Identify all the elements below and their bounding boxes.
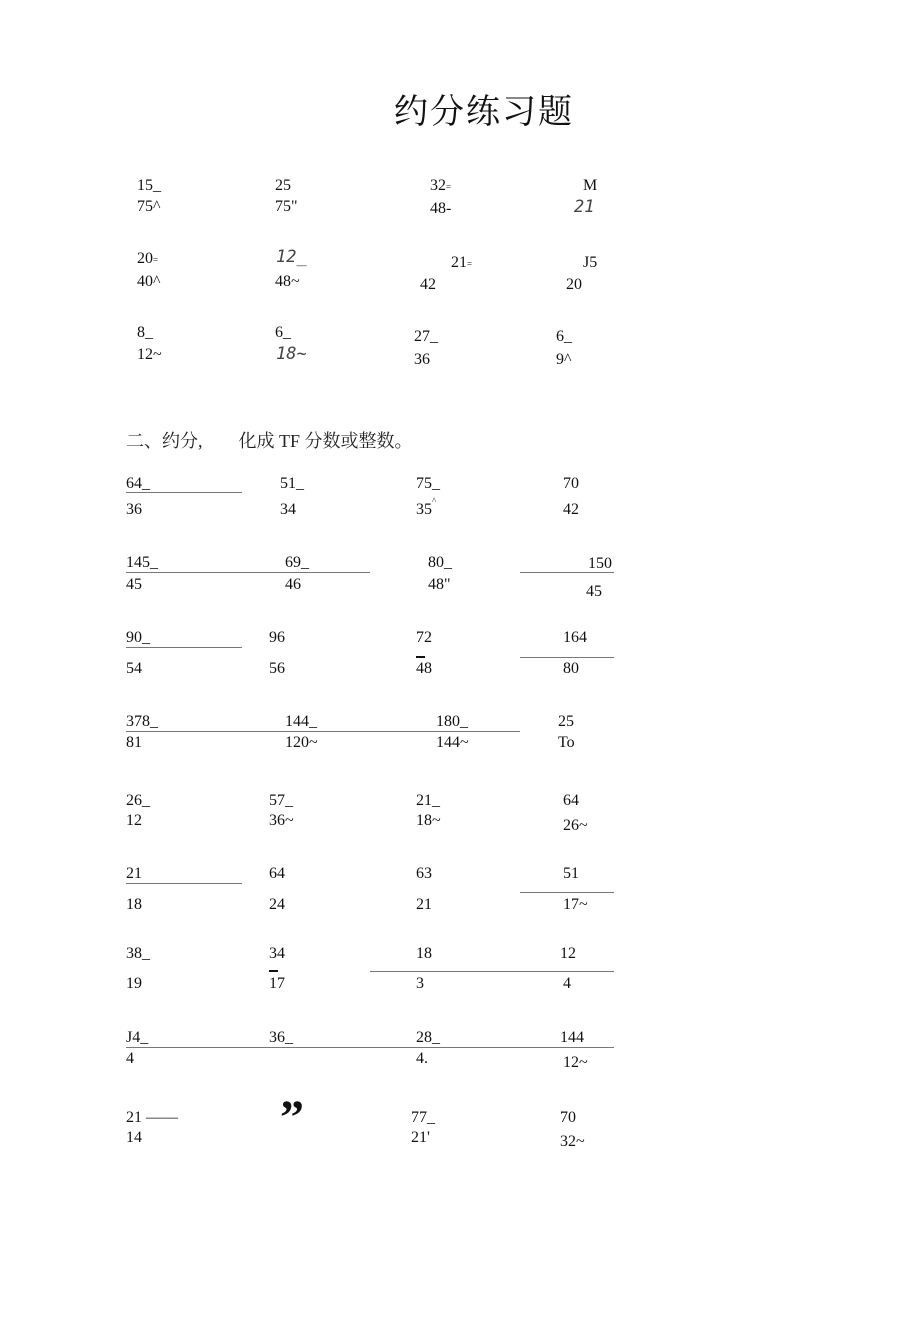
fraction-numerator: 12_ [276,247,307,267]
fraction-numerator: 150 [588,555,612,572]
fraction-denominator: 18~ [416,812,441,829]
page-title: 约分练习题 [394,94,574,131]
fraction-denominator: 54 [126,660,142,677]
fraction-denominator: 21' [411,1129,430,1146]
fraction-denominator: 144~ [436,734,469,751]
fraction-numerator: 180_ [436,713,468,730]
fraction-denominator: 75^ [137,198,161,215]
fraction-denominator: 36 [126,501,142,518]
fraction-numerator: 96 [269,629,285,646]
fraction-numerator-group [430,177,451,196]
fraction-line [126,883,242,884]
fraction-denominator: 4. [416,1050,428,1067]
fraction-denominator: 26~ [563,817,588,834]
fraction-numerator: 77_ [411,1109,435,1126]
fraction-denominator: 80 [563,660,579,677]
fraction-numerator: 144_ [285,713,317,730]
fraction-numerator-group [137,250,158,269]
fraction-mark: = [446,182,452,192]
fraction-numerator: 90_ [126,629,150,646]
fraction-line [126,647,242,648]
fraction-numerator: 70 [560,1109,576,1126]
fraction-numerator: 18 [416,945,432,962]
fraction-denominator: 19 [126,975,142,992]
fraction-denominator: 21 [416,896,432,913]
fraction-denominator: 81 [126,734,142,751]
fraction-denominator: 36~ [269,812,294,829]
fraction-numerator: 63 [416,865,432,882]
fraction-numerator: 8_ [137,324,153,341]
fraction-numerator: 6_ [275,324,291,341]
fraction-line [370,971,614,972]
fraction-numerator: 57_ [269,792,293,809]
fraction-numerator: J5 [583,254,598,271]
fraction-line [269,970,278,972]
fraction-denominator: 34 [280,501,296,518]
fraction-denominator: 40^ [137,273,161,290]
fraction-denominator: 42 [420,276,436,293]
fraction-mark: = [467,259,473,269]
fraction-numerator: 21 [126,865,142,882]
fraction-line [126,492,242,493]
fraction-denominator: 12~ [563,1054,588,1071]
fraction-line [126,1047,614,1048]
fraction-numerator: 69_ [285,554,309,571]
fraction-numerator: 145_ [126,554,158,571]
fraction-mark: ^ [432,496,437,506]
fraction-numerator: 6_ [556,328,572,345]
fraction-denominator: 45 [126,576,142,593]
fraction-numerator: M [583,177,598,194]
fraction-numerator-group [451,254,472,273]
fraction-denominator: 48- [430,200,452,217]
fraction-denominator: 12~ [137,346,162,363]
fraction-numerator: 51_ [280,475,304,492]
fraction-denominator: 48 [416,660,432,677]
fraction-numerator: 164 [563,629,587,646]
fraction-denominator: 14 [126,1129,142,1146]
fraction-numerator: 51 [563,865,579,882]
fraction-numerator: 144 [560,1029,584,1046]
fraction-denominator: 3 [416,975,424,992]
fraction-line [416,656,425,658]
fraction-denominator: 17~ [563,896,588,913]
fraction-denominator: 45 [586,583,602,600]
fraction-numerator: 21 —— [126,1109,178,1126]
fraction-denominator: 48" [428,576,451,593]
fraction-numerator: 72 [416,629,432,646]
fraction-numerator: 64 [563,792,579,809]
fraction-denominator: 21 [574,197,595,217]
fraction-numerator: 12 [560,945,576,962]
fraction-numerator: J4_ [126,1029,149,1046]
fraction-numerator: 15_ [137,177,161,194]
fraction-numerator: 70 [563,475,579,492]
fraction-denominator: 24 [269,896,285,913]
fraction-denominator: 12 [126,812,142,829]
fraction-denominator: 46 [285,576,301,593]
fraction-numerator: 38_ [126,945,150,962]
fraction-numerator: ” [280,1091,304,1144]
fraction-numerator: 378_ [126,713,158,730]
fraction-denominator: 18~ [276,344,307,364]
fraction-denominator: To [558,734,575,751]
fraction-mark: = [153,255,159,265]
fraction-denominator: 20 [566,276,582,293]
fraction-line [520,892,614,893]
fraction-numerator: 34 [269,945,285,962]
fraction-line [126,731,520,732]
fraction-denominator: 48~ [275,273,300,290]
fraction-denominator: 75" [275,198,298,215]
fraction-numerator: 21 [451,254,467,271]
fraction-denominator: 56 [269,660,285,677]
fraction-denominator: 120~ [285,734,318,751]
fraction-line [126,572,370,573]
fraction-line [520,657,614,658]
fraction-numerator: 32 [430,177,446,194]
fraction-denominator: 9^ [556,351,572,368]
fraction-numerator: 64 [269,865,285,882]
fraction-denominator-group [416,496,437,520]
fraction-numerator: 27_ [414,328,438,345]
fraction-numerator: 20 [137,250,153,267]
fraction-numerator: 26_ [126,792,150,809]
fraction-denominator: 36 [414,351,430,368]
fraction-denominator: 42 [563,501,579,518]
fraction-denominator: 32~ [560,1133,585,1150]
fraction-denominator: 17 [269,975,285,992]
section-2-heading: 二、约分, 化成 TF 分数或整数。 [126,431,413,451]
fraction-numerator: 80_ [428,554,452,571]
fraction-numerator: 25 [275,177,291,194]
fraction-denominator: 4 [126,1050,134,1067]
fraction-numerator: 21_ [416,792,440,809]
fraction-numerator: 28_ [416,1029,440,1046]
fraction-denominator: 18 [126,896,142,913]
fraction-numerator: 75_ [416,475,440,492]
fraction-denominator: 4 [563,975,571,992]
fraction-numerator: 36_ [269,1029,293,1046]
fraction-denominator: 35 [416,501,432,518]
fraction-numerator: 64_ [126,475,150,492]
fraction-numerator: 25 [558,713,574,730]
